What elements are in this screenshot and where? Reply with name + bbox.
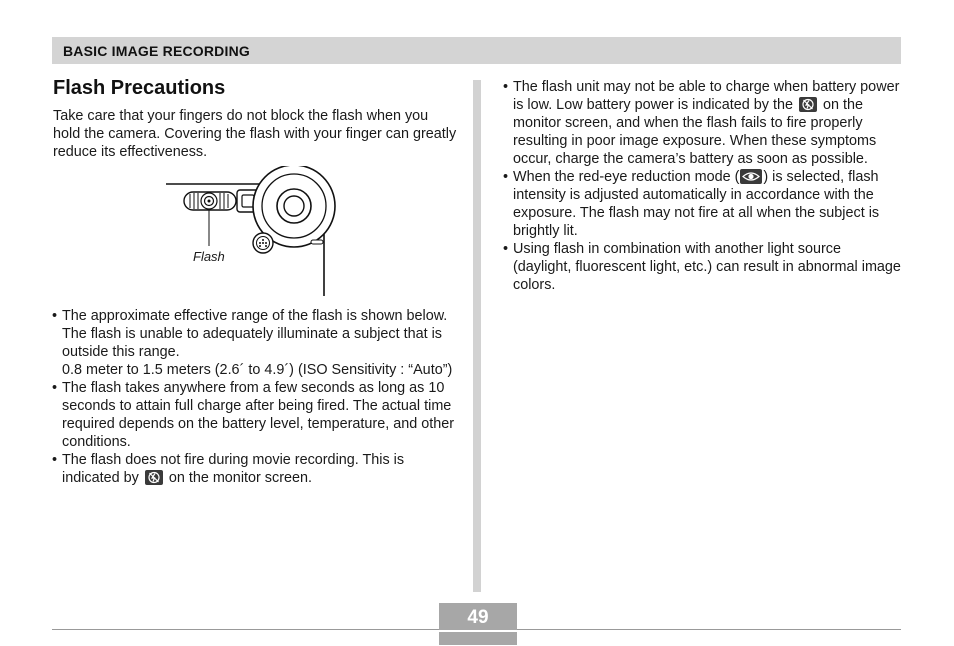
- flash-off-icon: [145, 470, 163, 485]
- camera-drawing: [166, 166, 338, 296]
- list-item: [503, 168, 903, 240]
- list-item: [52, 451, 457, 487]
- camera-illustration: [166, 166, 338, 301]
- section-header-bar: [52, 37, 901, 64]
- intro-paragraph: Take care that your fingers do not block the flash when you hold the camera. Covering the flash with your finger can greatly reduce its effectiveness.: [53, 108, 457, 160]
- bullet-text: on the monitor screen, and when the flash fails to fire properly resulting in poor image exposure. When these symptoms occur, charge the camera’s battery as soon as possible.: [513, 97, 877, 167]
- flash-window-icon: [184, 192, 236, 210]
- right-bullet-list: [503, 78, 903, 294]
- bullet-text: When the red-eye reduction mode (: [513, 169, 740, 185]
- flash-off-icon: [799, 97, 817, 112]
- page-number-box: [439, 603, 517, 645]
- page-box-split: [439, 630, 517, 632]
- list-item: • The flash takes anywhere from a few seconds as long as 10 seconds to attain full charge after being fired. The actual time required depends on the battery level, temperature, and other conditions.: [52, 379, 457, 451]
- red-eye-icon: [740, 169, 762, 184]
- column-divider: [473, 80, 481, 592]
- page-title: Flash Precautions: [53, 77, 226, 99]
- section-header: BASIC IMAGE RECORDING: [63, 43, 250, 59]
- bullet-text: • The approximate effective range of the flash is shown below. The flash is unable to adequately illuminate a subject that is outside this range.: [62, 308, 448, 360]
- list-item: [52, 307, 457, 379]
- figure-caption: Flash: [193, 249, 225, 264]
- flash-range-text: 0.8 meter to 1.5 meters (2.6´ to 4.9´) (ISO Sensitivity : “Auto”): [62, 362, 453, 378]
- list-item: • Using flash in combination with another light source (daylight, fluorescent light, etc.) can result in abnormal image colors.: [503, 240, 903, 294]
- bullet-text: on the monitor screen.: [168, 470, 312, 486]
- bullet-text: The flash does not fire during movie recording. This is indicated by: [62, 452, 405, 486]
- bullet-text: ) is selected, flash intensity is adjusted automatically in accordance with the exposure. The flash may not fire at all when the subject is brightly lit.: [513, 169, 880, 239]
- button-dots-icon: [253, 233, 273, 253]
- bullet-text: The flash unit may not be able to charge when battery power is low. Low battery power is indicated by the: [513, 79, 900, 113]
- list-item: [503, 78, 903, 168]
- left-bullet-list: [52, 307, 457, 487]
- page-number: 49: [467, 607, 489, 628]
